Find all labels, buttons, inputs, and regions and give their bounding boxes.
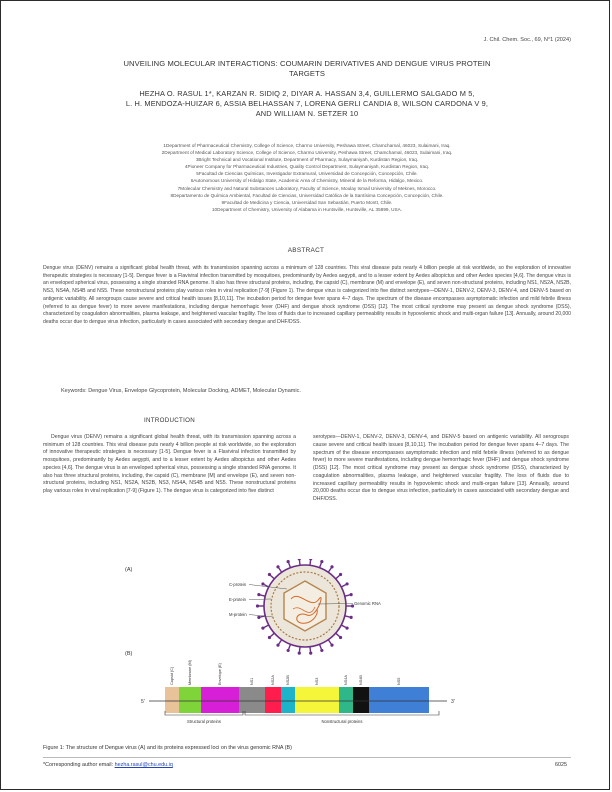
five-prime-label: 5': [141, 699, 145, 705]
envelope-spike: [345, 616, 350, 617]
gene-segment: [295, 687, 339, 713]
envelope-spike-head: [257, 616, 260, 619]
paper-title: [61, 59, 553, 79]
envelope-spike-head: [350, 593, 353, 596]
envelope-spike-head: [256, 604, 259, 607]
affiliation: 2Department of Medical Laboratory Science, College of Science, Charmo University, Peshawa Street, Chamchamal, 46023, Sulaimani, Iraq.: [161, 150, 453, 156]
gene-label: NS4A: [344, 675, 349, 685]
envelope-spike: [328, 640, 331, 644]
intro-left-column: [43, 417, 296, 496]
envelope-spike: [271, 633, 275, 636]
envelope-spike-head: [309, 652, 312, 655]
envelope-spike: [279, 568, 282, 572]
gene-segment: [353, 687, 369, 713]
corresponding-author-note: [43, 762, 173, 768]
envelope-spike-head: [298, 559, 301, 560]
gene-segment: [265, 687, 281, 713]
authors-line-3: AND WILLIAM N. SETZER 10: [255, 109, 359, 119]
e-protein-label: E-protein: [229, 597, 246, 602]
author-list: [59, 89, 555, 120]
journal-header: J. Chil. Chem. Soc., 69, N°1 (2024): [483, 37, 571, 43]
structural-proteins-label: Structural proteins: [187, 719, 221, 724]
three-prime-label: 3': [451, 699, 455, 705]
intro-paragraph: Dengue virus (DENV) remains a significant global health threat, with its transmission spanning across a minimum of 128 countries. This viral disease puts nearly 4 billion people at risk worldwide, so the exploration of innovative therapeutic strategies is necessary [1-5]. Dengue fever is a Flaviviral infection transmitted by mosquitoes, predominantly by Aedes aegypti, and to a lesser extent by Aedes albopictus and other Aedes species [4,6]. The dengue virus is an enveloped spherical virus, possessing a single stranded RNA genome. It also has three structural proteins, including, the capsid (C), membrane (M) and envelope (E), and seven non-structural proteins, including NS1, NS2A, NS2B, NS3, NS4A, NS4B and NS5. These nonstructural proteins play various roles in viral replication [7-9] (Figure 1). The dengue virus is categorized into five distinct: [43, 433, 296, 494]
intro-right-column: [313, 434, 569, 504]
affiliation: 10Department of Chemistry, University of Alabama in Huntsville, Huntsville, AL 35899, USA.: [211, 206, 403, 212]
envelope-spike: [320, 644, 322, 649]
intro-heading: INTRODUCTION: [143, 417, 196, 424]
gene-segment: [179, 687, 201, 713]
affiliations: [59, 142, 555, 213]
intro-paragraph-continued: serotypes—DENV-1, DENV-2, DENV-3, DENV-4, and DENV-5 based on antigenic variability. All serogroups cause severe and critical health issues [8,10,11]. The incubation period for dengue fever spans 4–7 days. The spectrum of the disease encompasses asymptomatic infection and mild febrile illness (referred to as dengue fever) to more severe manifestations, including dengue hemorrhagic fever (DHF) and dengue shock syndrome (DSS) [12]. The most critical syndrome may present as dengue shock syndrome (DSS), characterized by coagulation abnormalities, plasma leakage, and heightened vascular fragility. The loss of fluids due to increased capillary permeability results in hypovolemic shock and multi-organ failure [13]. Annually, around 20,000 deaths occur due to dengue virus infection, particularly in cases associated with secondary dengue and DHF/DSS.: [313, 434, 569, 502]
affiliation: 4Pioneer Company for Pharmaceutical Industries, Quality Control Department, Sulaymaniyah, Kurdistan Region, Iraq.: [184, 164, 430, 170]
title-line-2: TARGETS: [289, 69, 325, 78]
authors-line-1: HEZHA O. RASUL 1*, KARZAN R. SIDIQ 2, DIYAR A. HASSAN 3,4, GUILLERMO SALGADO M 5,: [139, 89, 475, 98]
envelope-spike-head: [330, 565, 333, 568]
keywords: Keywords: Dengue Virus, Envelope Glycoprotein, Molecular Docking, ADMET, Molecular Dynamic.: [61, 388, 301, 394]
envelope-spike: [271, 575, 275, 578]
gene-label: NS4B: [359, 675, 364, 685]
envelope-spike: [336, 633, 340, 636]
envelope-spike: [299, 647, 300, 652]
c-protein-label: C-protein: [229, 582, 247, 587]
gene-label: NS1: [250, 677, 255, 685]
m-protein-label: M-protein: [229, 612, 247, 617]
abstract-text: Dengue virus (DENV) remains a significant global health threat, with its transmission spanning across a minimum of 128 countries. This viral disease puts nearly 4 billion people at risk worldwide, so the exploration of innovative therapeutic strategies is necessary [1-5]. Dengue fever is a Flaviviral infection transmitted by mosquitoes, predominantly by Aedes aegypti, and to a lesser extent by Aedes albopictus and other Aedes species [4,6]. The dengue virus is an enveloped spherical virus, possessing a single stranded RNA genome. It also has three structural proteins, including, the capsid (C), membrane (M) and envelope (E), and seven non-structural proteins, including NS1, NS2A, NS2B, NS3, NS4A, NS4B and NS5. These nonstructural proteins play various roles in viral replication [7-9] (Figure 1). The dengue virus is categorized into five distinct serotypes—DENV-1, DENV-2, DENV-3, DENV-4, and DENV-5 based on antigenic variability. All serogroups cause severe and critical health issues [8,10,11]. The incubation period for dengue fever spans 4–7 days. The spectrum of the disease encompasses asymptomatic infection and mild febrile illness (referred to as dengue fever) to more severe manifestations, including dengue hemorrhagic fever (DHF) and dengue shock syndrome (DSS) [12]. The most critical syndrome may present as dengue shock syndrome (DSS), characterized by coagulation abnormalities, plasma leakage, and heightened vascular fragility. The loss of fluids due to increased capillary permeability results in hypovolemic shock and multi-organ failure [13]. Annually, around 20,000 deaths occur due to dengue virus infection, particularly in cases associated with secondary dengue and DHF/DSS.: [43, 265, 571, 325]
gene-label: NS3: [315, 677, 320, 685]
genome-map: [165, 687, 429, 713]
gene-segment: [165, 687, 179, 713]
authors-line-2: L. H. MENDOZA-HUIZAR 6, ASSIA BELHASSAN 7, LORENA GERLI CANDIA 8, WILSON CARDONA V 9,: [125, 99, 489, 109]
dengue-figure-svg: [121, 559, 493, 739]
title-line-1: UNVEILING MOLECULAR INTERACTIONS: COUMARIN DERIVATIVES AND DENGUE VIRUS PROTEIN: [123, 59, 491, 68]
gene-label: Envelope (E): [218, 663, 223, 685]
gene-label: NS5: [397, 677, 402, 685]
affiliation: 9Facultad de Medicina y Ciencia, Universidad San Sebastián, Puerto Montt, Chile.: [221, 199, 393, 205]
affiliation: 1Department of Pharmaceutical Chemistry, College of Science, Charmo University, Peshawa Street, Chamchamal, 46023, Sulaimani, Iraq.: [163, 143, 451, 148]
envelope-spike-head: [261, 582, 264, 585]
envelope-spike-head: [276, 643, 279, 646]
gene-label: NS2B: [286, 675, 291, 685]
affiliation: 5Facultad de Ciencias Químicas, Investigador Extramural, Universidad de Concepción, Concepción, Chile.: [196, 171, 418, 177]
envelope-spike-head: [268, 573, 271, 576]
envelope-spike: [279, 640, 282, 644]
envelope-spike-head: [261, 626, 264, 629]
envelope-spike-head: [298, 652, 301, 655]
panel-b-label: (B): [125, 651, 133, 657]
envelope-spike-head: [320, 649, 323, 652]
abstract-heading: ABSTRACT: [287, 247, 325, 254]
affiliation: 8Departamento de Química Ambiental, Facultad de Ciencias, Universidad Católica de la Santísima Concepción, Concepción, Chile.: [170, 192, 444, 198]
envelope-spike: [336, 575, 340, 578]
gene-label: NS2A: [271, 675, 276, 685]
corresponding-author-prefix: *Corresponding author email:: [43, 762, 114, 768]
figure-caption: Figure 1: The structure of Dengue virus (A) and its proteins expressed loci on the virus genomic RNA (B): [43, 745, 292, 751]
gene-segment: [281, 687, 295, 713]
gene-segment: [369, 687, 429, 713]
envelope-spike: [289, 644, 291, 649]
envelope-spike: [320, 563, 322, 568]
genomic-rna-label: Genomic RNA: [354, 601, 381, 606]
envelope-spike: [264, 625, 268, 627]
envelope-spike-head: [339, 636, 342, 639]
nonstructural-proteins-label: Nonstructural proteins: [321, 719, 363, 724]
gene-label: Capsid (C): [170, 666, 175, 685]
envelope-spike-head: [330, 643, 333, 646]
footer-divider: [43, 757, 571, 758]
envelope-spike-head: [287, 560, 290, 563]
corresponding-author-email[interactable]: hezha.rasul@chu.edu.iq: [114, 762, 173, 768]
envelope-spike-head: [345, 626, 348, 629]
virion-diagram: [256, 559, 354, 655]
gene-segment: [339, 687, 353, 713]
envelope-spike: [260, 595, 265, 596]
affiliation: 6Autonomous University of Hidalgo State, Academic Area of Chemistry, Mineral de la Reforma, Hidalgo, Mexico.: [190, 178, 424, 184]
envelope-spike: [310, 560, 311, 565]
gene-label: Membrane (M): [188, 660, 193, 685]
gene-segment: [201, 687, 239, 713]
envelope-spike-head: [268, 636, 271, 639]
figure-1: [121, 559, 493, 739]
envelope-spike: [341, 585, 345, 587]
envelope-spike-head: [309, 559, 312, 560]
envelope-spike: [345, 595, 350, 596]
gene-segment: [239, 687, 265, 713]
affiliation: 7Molecular Chemistry and Natural Substances Laboratory, Faculty of Science, Moulay Ismail University of Meknes, Morocco.: [177, 185, 437, 191]
envelope-spike-head: [276, 565, 279, 568]
panel-a-label: (A): [125, 567, 133, 573]
affiliation: 3Bright Technical and Vocational Institute, Department of Pharmacy, Sulaymaniyah, Kurdistan Region, Iraq.: [195, 157, 419, 163]
envelope-spike-head: [345, 582, 348, 585]
envelope-spike: [341, 625, 345, 627]
envelope-spike: [299, 560, 300, 565]
page-number: 6025: [555, 762, 567, 768]
envelope-spike: [289, 563, 291, 568]
envelope-spike-head: [287, 649, 290, 652]
envelope-spike: [310, 647, 311, 652]
envelope-spike-head: [339, 573, 342, 576]
envelope-spike-head: [257, 593, 260, 596]
gene-labels: [170, 659, 401, 685]
envelope-spike-head: [320, 560, 323, 563]
envelope-spike-head: [350, 616, 353, 619]
envelope-spike: [328, 568, 331, 572]
